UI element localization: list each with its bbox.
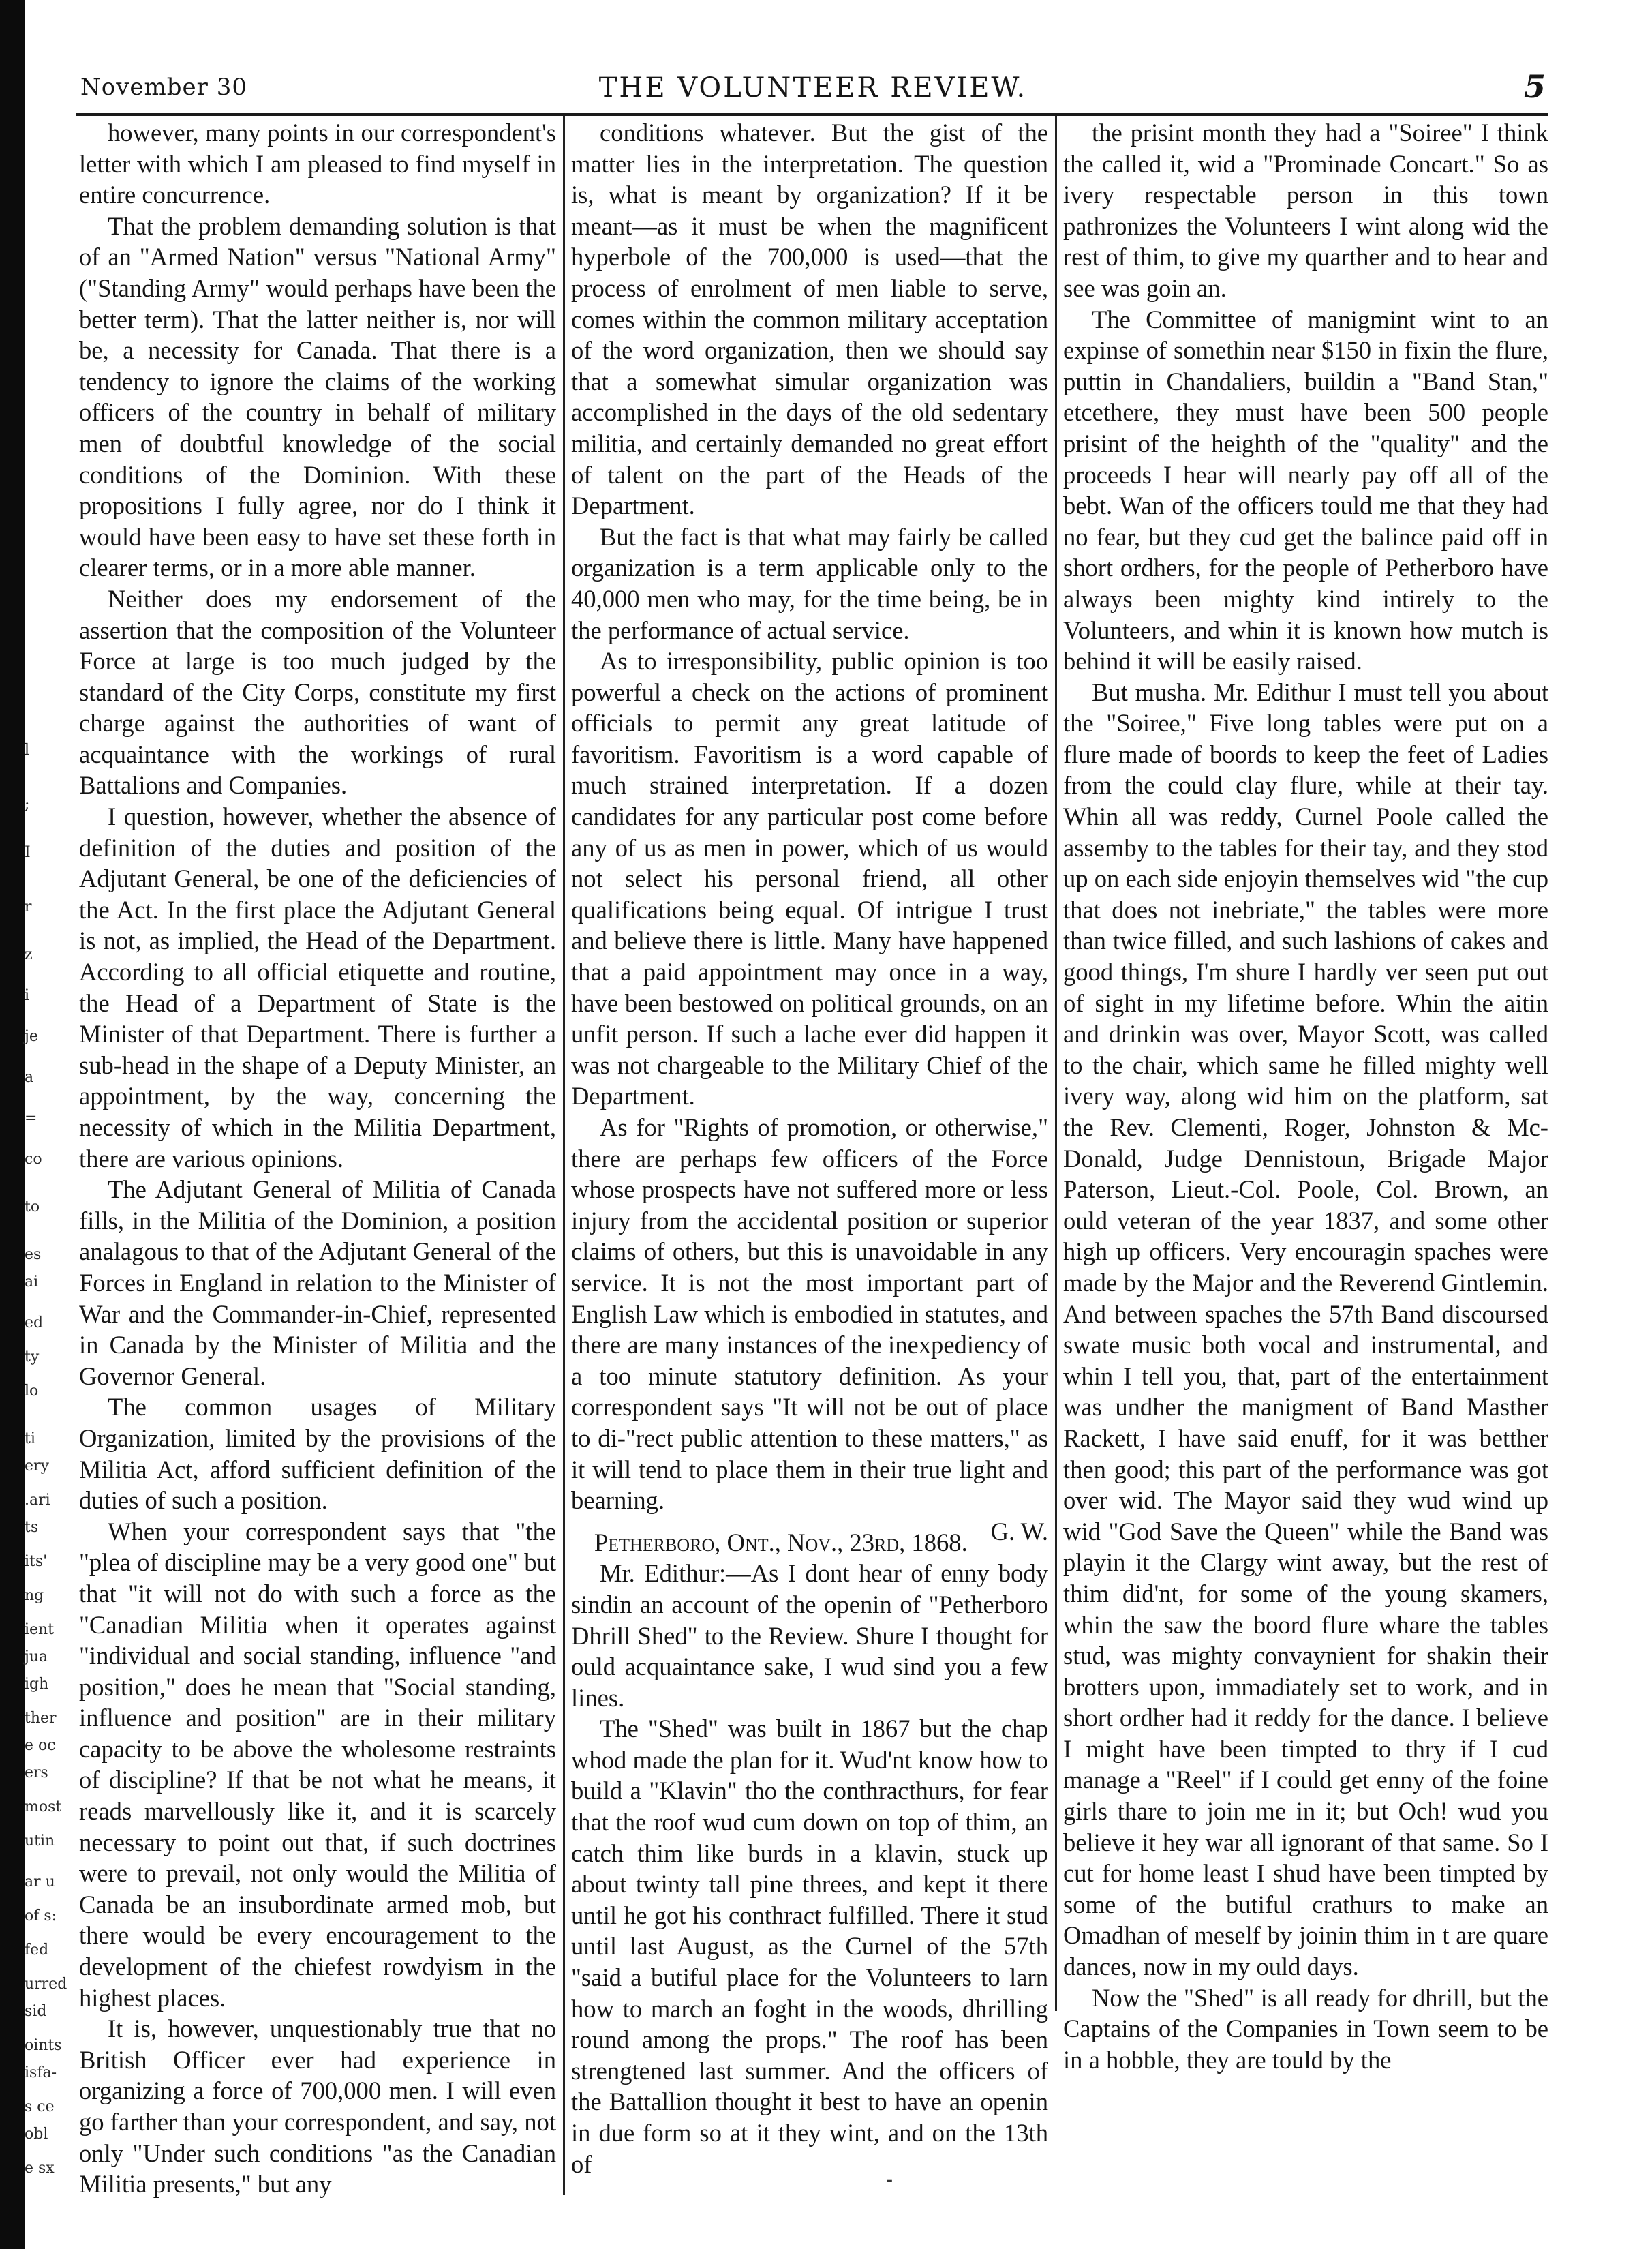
page-header [80,68,1546,109]
paragraph: When your correspondent says that "the "plea of discipline may be a very good one" but that "it will not do with such a force as the "Canadian Militia when it operates against "individual and social standing, influence "and position," does he mean that "Social standing, influence and position" are in their military capacity to be above the wholesome restraints of discipline? If that be not what he means, it reads marvellously like it, and it is scarcely necessary to point out that, if such doctrines were to prevail, not only would the Militia of Canada be an insubordinate armed mob, but there would be every encouragement to the development of the chiefest rowdyism in the highest places. [79,1517,556,2012]
edge-fragment: co [25,1151,42,1168]
edge-fragment: ai [25,1273,39,1290]
edge-fragment: obl [25,2126,48,2143]
header-title: THE VOLUNTEER REVIEW. [598,72,1028,104]
edge-fragment: most [25,1798,62,1815]
edge-fragment: s ce [25,2098,55,2115]
edge-fragment: es [25,1246,42,1263]
page-number: 5 [1523,68,1546,105]
article-column-3 [1063,117,1548,2224]
edge-fragment: of s: [25,1907,57,1925]
column-divider-2 [1055,116,1057,2011]
edge-fragment: isfa- [25,2064,57,2081]
edge-fragment: ed [25,1314,44,1331]
footer-mark: - [886,2168,893,2192]
signature: G. W. [990,1517,1048,1545]
paragraph: Neither does my endorsement of the assertion that the composition of the Volunteer Force at large is too much judged by the standard of the City Corps, constitute my first charge against the authorities of want of acquaintance with the workings of rural Battalions and Companies. [79,584,556,800]
paragraph: That the problem demanding solution is that of an "Armed Nation" versus "National Army" ("Standing Army" would perhaps have been the better term). That the latter neither is, nor will be, a necessity for Canada. That there is a tendency to ignore the claims of the working officers of the country in behalf of military men of doubtful knowledge of the social conditions of the Dominion. With these propositions I fully agree, nor do I think it would have been easy to have set these forth in clearer terms, or in a more able manner. [79,211,556,582]
edge-fragment: fed [25,1942,49,1959]
edge-fragment: ng [25,1587,44,1604]
paragraph: But musha. Mr. Edithur I must tell you about the "Soiree," Five long tables were put on a flure made of boords to keep the feet of Ladies from the could clay flure, while at their tay. Whin all was reddy, Curnel Poole called the assemby to the tables for their tay, and they stod up on each side enjoyin themselves wid "the cup that does not inebriate," the tables were more than twice filled, and such lashions of cakes and good things, I'm shure I hardly ver seen put out of sight in my lifetime before. Whin the aitin and drinkin was over, Mayor Scott, was called to the chair, which same he filled mighty well ivery way, along wid him on the platform, sat the Rev. Clementi, Roger, Johnston & Mc-Donald, Judge Dennistoun, Brigade Major Paterson, Lieut.-Col. Poole, Col. Brown, an ould veteran of the year 1837, and some other high up officers. Very encouragin spaches were made by the Major and the Reverend Gintlemin. And between spaches the 57th Band discoursed swate music both vocal and instrumental, and whin I tell you, that, part of the entertainment was undher the manigment of Band Masther Rackett, I have said enuff, for it was betther then good; this part of the performance was got over wid. The Mayor said they wud wind up wid "God Save the Queen" while the Band was playin it the Clargy wint away, but the rest of thim did'nt, for some of the young skamers, whin the saw the boord flure whare the tables stud, was mighty convaynient for shakin their brotters upon, immadiately set to work, and in short ordher had it reddy for the dance. I believe I might have been timpted to thry if I cud manage a "Reel" if I could get enny of the foine girls thare to join me in it; but Och! wud you believe it hey war all ignorant of that same. So I cut for home least I shud have been timpted by some of the butiful crathurs to make an Omadhan of meself by joinin thim in t are quare dances, now in my ould days. [1063,678,1548,1981]
edge-fragment: I [25,844,31,861]
edge-fragment: jua [25,1648,48,1665]
edge-fragment: r [25,899,32,916]
letter-dateline: Petherboro, Ont., Nov., 23rd, 1868. [594,1528,968,1556]
article-column-2 [571,117,1048,2224]
paragraph: But the fact is that what may fairly be called organization is a term applicable only to the 40,000 men who may, for the time being, be in the performance of actual service. [571,522,1048,644]
edge-fragment: oints [25,2037,62,2054]
paragraph: the prisint month they had a "Soiree" I think the called it, wid a "Prominade Concart." So as ivery respectable person in this town pathronizes the Volunteers I wint along wid the rest of thim, to give my quarther and to hear and see was goin an. [1063,119,1548,302]
paragraph: conditions whatever. But the gist of the matter lies in the interpretation. The question is, what is meant by organization? If it be meant—as it must be when the magnificent hyperbole of the 700,000 is used—that the process of enrolment of men liable to serve, comes within the common military acceptation of the word organization, then we should say that a somewhat simular organization was accomplished in the days of the old sedentary militia, and certainly demanded no great effort of talent on the part of the Heads of the Department. [571,119,1048,520]
edge-fragment: z [25,946,33,963]
edge-fragment: lo [25,1383,39,1400]
paragraph: however, many points in our correspondent's letter with which I am pleased to find myself in entire concurrence. [79,119,556,209]
edge-fragment: igh [25,1676,49,1693]
paragraph: I question, however, whether the absence of definition of the duties and position of the Adjutant General, be one of the deficiencies of the Act. In the first place the Adjutant General is not, as implied, the Head of the Department. According to all official etiquette and routine, the Head of a Department of State is the Minister of that Department. There is further a sub-head in the shape of a Deputy Minister, an appointment, by the way, concerning the necessity of which in the Militia Department, there are various opinions. [79,802,556,1173]
edge-fragment: ty [25,1348,40,1365]
edge-fragment: .ari [25,1492,50,1509]
paragraph: The Adjutant General of Militia of Canada fills, in the Militia of the Dominion, a position analagous to that of the Adjutant General of the Forces in England in relation to the Minister of War and the Commander-in-Chief, represented in Canada by the Minister of Militia and the Governor General. [79,1175,556,1390]
edge-fragment: ; [25,796,30,813]
letter-paragraph: Mr. Edithur:—As I dont hear of enny body sindin an account of the openin of "Petherboro Dhrill Shed" to the Review. Shure I thought for ould acquaintance sake, I wud sind you a few lines. [571,1559,1048,1712]
edge-fragment: e oc [25,1737,56,1754]
edge-fragment: to [25,1198,40,1216]
header-date: November 30 [80,74,247,101]
edge-fragment: ther [25,1710,57,1727]
edge-fragment: ar u [25,1873,55,1890]
edge-fragment: e sx [25,2160,55,2177]
paragraph: The common usages of Military Organization, limited by the provisions of the Militia Act, afford sufficient definition of the duties of such a position. [79,1393,556,1515]
edge-fragment: ery [25,1458,49,1475]
paragraph: Now the "Shed" is all ready for dhrill, but the Captains of the Companies in Town seem to be in a hobble, they are tould by the [1063,1983,1548,2074]
paragraph: It is, however, unquestionably true that no British Officer ever had experience in organizing a force of 700,000 men. I will even go farther than your correspondent, and say, not only "Under such conditions "as the Canadian Militia presents," but any [79,2014,556,2199]
column-divider-1 [563,116,565,2195]
paragraph: The Committee of manigmint wint to an expinse of somethin near $150 in fixin the flure, puttin in Chandaliers, buildin a "Band Stan," etcethere, they must have been 500 people prisint of the heighth of the "quality" and the proceeds I hear will nearly pay off all of the bebt. Wan of the officers tould me that they had no fear, but they cud get the balince paid off in short ordhers, for the people of Petherboro have always been mighty kind intirely to the Volunteers, and whin it is known how mutch is behind it will be easily raised. [1063,305,1548,676]
edge-fragment: its' [25,1553,48,1570]
paragraph: As for "Rights of promotion, or otherwise," there are perhaps few officers of the Force whose prospects have not suffered more or less injury from the accidental position or superior claims of others, but this is unavoidable in any service. It is not the most important part of English Law which is embodied in statutes, and there are many instances of the inexpediency of a too minute statutory definition. As your correspondent says "It will not be out of place to di-"rect public attention to these matters," as it will tend to place them in their true light and bearning. [571,1113,1048,1515]
header-rule [76,113,1548,116]
edge-fragment: urred [25,1976,67,1993]
edge-fragment: ers [25,1764,48,1781]
edge-fragment: a [25,1069,34,1086]
edge-fragment: ts [25,1519,39,1536]
edge-fragment: ti [25,1430,35,1447]
edge-fragment: i [25,987,30,1004]
letter-paragraph: The "Shed" was built in 1867 but the chap whod made the plan for it. Wud'nt know how to build a "Klavin" tho the conthracthurs, for fear that the roof wud cum down on top of thim, an catch thim like burds in a klavin, stuck up about twinty tall pine threes, and kept it there until he got his conthract fulfilled. There it stud until last August, as the Curnel of the 57th "said a butiful place for the Volunteers to larn how to march an foght in the woods, dhrilling round among the props." The roof has been strengtened last summer. And the officers of the Battallion thought it best to have an openin in due form so at it they wint, and on the 13th of [571,1715,1048,2178]
edge-fragment: = [25,1110,37,1127]
article-column-1 [79,117,556,2224]
edge-fragment: l [25,742,30,759]
edge-fragment: sid [25,2003,47,2020]
binding-shadow [0,0,25,2249]
edge-fragment: je [25,1028,38,1045]
paragraph: As to irresponsibility, public opinion is too powerful a check on the actions of prominent officials to permit any great latitude of favoritism. Favoritism is a word capable of much strained interpretation. If a dozen candidates for any particular post come before any of us as men in power, which of us would not select his personal friend, all other qualifications being equal. Of intrigue I trust and believe there is little. Many have happened that a paid appointment may once in a way, have been bestowed on political grounds, on an unfit person. If such a lache ever did happen it was not chargeable to the Military Chief of the Department. [571,647,1048,1111]
edge-fragment: utin [25,1832,55,1850]
edge-fragment: ient [25,1621,55,1638]
